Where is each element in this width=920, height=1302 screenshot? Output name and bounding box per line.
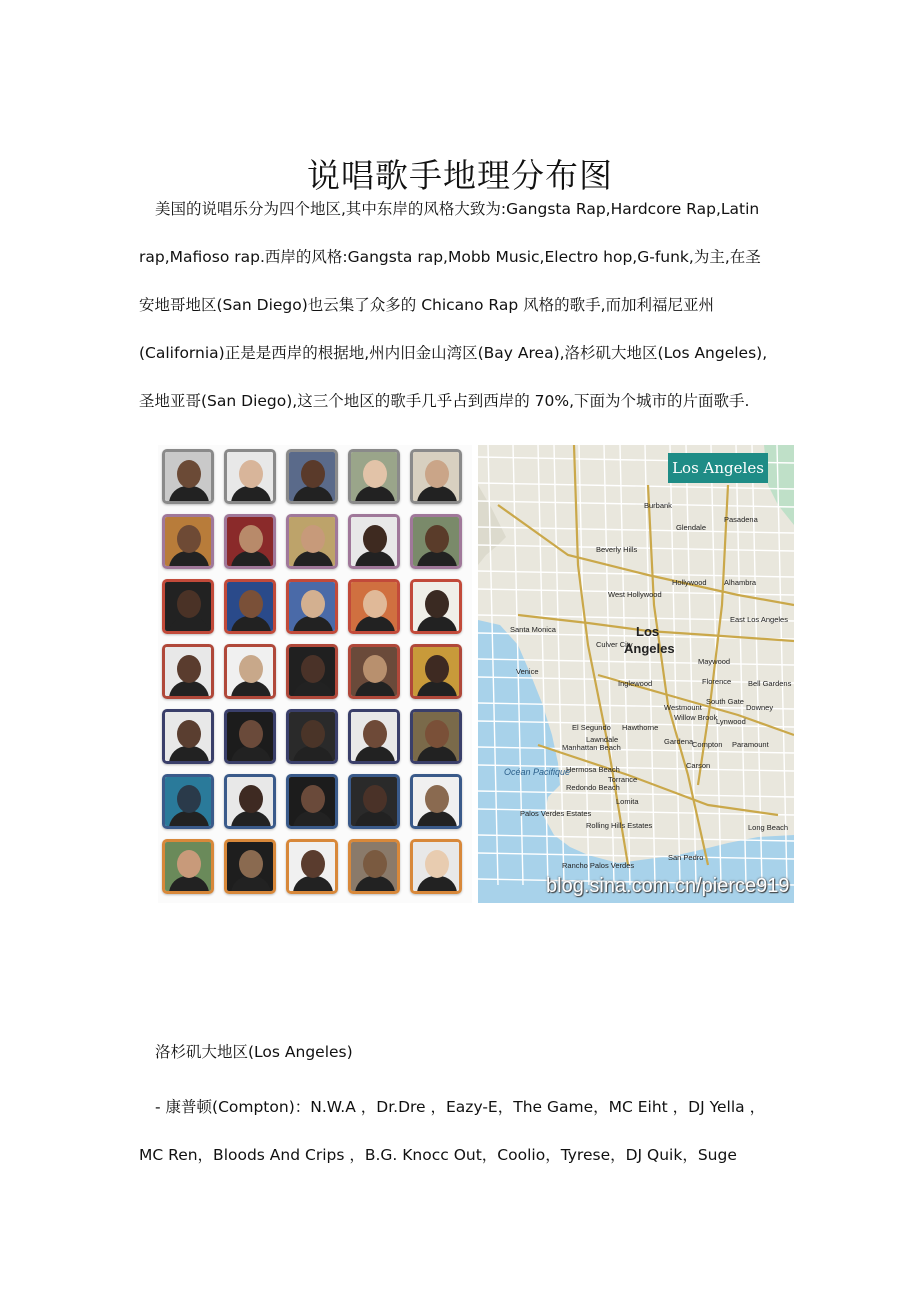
portrait-face	[363, 785, 387, 813]
rapper-portrait-tile	[410, 579, 462, 634]
rapper-portrait-tile	[410, 449, 462, 504]
rapper-portrait-tile	[224, 709, 276, 764]
rapper-portrait-tile	[348, 709, 400, 764]
rapper-portrait-tile	[348, 774, 400, 829]
rapper-portrait-tile	[286, 449, 338, 504]
portrait-face	[301, 785, 325, 813]
map-place-label: Gardena	[664, 737, 694, 746]
intro-paragraph	[139, 185, 789, 425]
rapper-portrait-tile	[410, 839, 462, 894]
map-place-label: San Pedro	[668, 853, 704, 862]
portrait-face	[239, 850, 263, 878]
map-place-label: Palos Verdes Estates	[520, 809, 592, 818]
intro-line: rap,Mafioso rap.西岸的风格:Gangsta rap,Mobb Music,Electro hop,G-funk,为主,在圣	[139, 248, 761, 266]
map-place-label: Westmount	[664, 703, 702, 712]
portrait-face	[425, 525, 449, 553]
rapper-portrait-tile	[286, 839, 338, 894]
rappers-and-map-figure	[158, 445, 808, 903]
map-place-label: Burbank	[644, 501, 672, 510]
map-place-label: Hawthorne	[622, 723, 659, 732]
page-title: 说唱歌手地理分布图	[307, 156, 613, 196]
map-place-label: West Hollywood	[608, 590, 662, 599]
portrait-face	[177, 720, 201, 748]
rapper-portrait-tile	[162, 839, 214, 894]
portrait-face	[363, 850, 387, 878]
rapper-portrait-tile	[410, 709, 462, 764]
portrait-face	[239, 720, 263, 748]
portrait-face	[425, 785, 449, 813]
compton-line: MC Ren，Bloods And Crips ，B.G. Knocc Out，Coolio，Tyrese，DJ Quik，Suge	[139, 1146, 737, 1164]
map-place-label: Alhambra	[724, 578, 757, 587]
compton-section	[139, 1028, 789, 1179]
map-place-label: Redondo Beach	[566, 783, 620, 792]
map-place-label: Santa Monica	[510, 625, 556, 634]
portrait-face	[363, 525, 387, 553]
map-place-label: East Los Angeles	[730, 615, 788, 624]
map-place-label: Hollywood	[672, 578, 707, 587]
rapper-portrait-tile	[224, 839, 276, 894]
rapper-portrait-grid	[158, 445, 472, 903]
portrait-face	[239, 785, 263, 813]
map-place-label: El Segundo	[572, 723, 611, 732]
map-place-label: Maywood	[698, 657, 731, 666]
rapper-portrait-tile	[286, 644, 338, 699]
map-place-label: Long Beach	[748, 823, 789, 832]
rapper-portrait-tile	[410, 774, 462, 829]
rapper-portrait-tile	[348, 839, 400, 894]
portrait-face	[301, 525, 325, 553]
map-place-label: Florence	[702, 677, 732, 686]
map-place-label: Inglewood	[618, 679, 653, 688]
compton-line: - 康普顿(Compton)：N.W.A ，Dr.Dre ，Eazy-E，The Game，MC Eiht ，DJ Yella ，	[155, 1098, 766, 1116]
rapper-portrait-tile	[224, 449, 276, 504]
rapper-portrait-tile	[286, 514, 338, 569]
map-place-label: Hermosa Beach	[566, 765, 620, 774]
map-place-label: Océan Pacifique	[504, 767, 571, 777]
rapper-portrait-tile	[348, 449, 400, 504]
rapper-portrait-tile	[410, 644, 462, 699]
map-place-label: Lynwood	[716, 717, 746, 726]
portrait-face	[425, 850, 449, 878]
portrait-face	[239, 460, 263, 488]
portrait-face	[301, 655, 325, 683]
intro-line: 美国的说唱乐分为四个地区,其中东岸的风格大致为:Gangsta Rap,Hardcore Rap,Latin	[155, 200, 760, 218]
portrait-face	[239, 655, 263, 683]
map-place-label: Torrance	[608, 775, 638, 784]
intro-line: 圣地亚哥(San Diego),这三个地区的歌手几乎占到西岸的 70%,下面为个城市的片面歌手.	[139, 392, 750, 410]
rapper-portrait-tile	[162, 774, 214, 829]
rapper-portrait-tile	[348, 514, 400, 569]
rapper-portrait-tile	[224, 644, 276, 699]
intro-line: (California)正是是西岸的根据地,州内旧金山湾区(Bay Area),洛杉矶大地区(Los Angeles),	[139, 344, 768, 362]
portrait-face	[301, 460, 325, 488]
portrait-face	[363, 460, 387, 488]
map-place-label: Beverly Hills	[596, 545, 638, 554]
map-place-label: Lomita	[616, 797, 639, 806]
portrait-face	[301, 590, 325, 618]
portrait-face	[177, 525, 201, 553]
portrait-face	[363, 720, 387, 748]
portrait-face	[177, 850, 201, 878]
map-place-label: Manhattan Beach	[562, 743, 621, 752]
map-place-label: Paramount	[732, 740, 769, 749]
portrait-face	[301, 850, 325, 878]
rapper-portrait-tile	[224, 774, 276, 829]
map-place-label: Rolling Hills Estates	[586, 821, 653, 830]
portrait-face	[177, 590, 201, 618]
rapper-portrait-tile	[162, 644, 214, 699]
map-title-badge: Los Angeles	[668, 453, 768, 483]
rapper-portrait-tile	[162, 579, 214, 634]
rapper-portrait-tile	[162, 449, 214, 504]
rapper-portrait-tile	[286, 579, 338, 634]
map-place-label: Venice	[516, 667, 539, 676]
rapper-portrait-tile	[162, 709, 214, 764]
rapper-portrait-tile	[162, 514, 214, 569]
section-heading: 洛杉矶大地区(Los Angeles)	[155, 1043, 353, 1061]
blog-watermark: blog.sina.com.cn/pierce919	[546, 875, 790, 897]
portrait-face	[425, 590, 449, 618]
map-place-label: South Gate	[706, 697, 744, 706]
portrait-face	[363, 655, 387, 683]
portrait-face	[239, 525, 263, 553]
portrait-face	[425, 460, 449, 488]
map-place-label: Culver City	[596, 640, 633, 649]
portrait-face	[425, 655, 449, 683]
map-place-label: Glendale	[676, 523, 707, 532]
rapper-portrait-tile	[224, 514, 276, 569]
portrait-face	[239, 590, 263, 618]
rapper-portrait-tile	[348, 644, 400, 699]
rapper-portrait-tile	[224, 579, 276, 634]
map-place-label: Los	[636, 624, 660, 639]
rapper-portrait-tile	[286, 709, 338, 764]
portrait-face	[363, 590, 387, 618]
map-place-label: Rancho Palos Verdes	[562, 861, 635, 870]
map-place-label: Lawndale	[586, 735, 619, 744]
map-place-label: Bell Gardens	[748, 679, 792, 688]
los-angeles-map	[478, 445, 794, 903]
rapper-portrait-tile	[410, 514, 462, 569]
portrait-face	[177, 460, 201, 488]
map-place-label: Pasadena	[724, 515, 758, 524]
map-place-label: Carson	[686, 761, 711, 770]
map-place-label: Compton	[692, 740, 723, 749]
rapper-portrait-tile	[348, 579, 400, 634]
portrait-face	[425, 720, 449, 748]
map-place-label: Willow Brook	[674, 713, 718, 722]
rapper-portrait-tile	[286, 774, 338, 829]
portrait-face	[301, 720, 325, 748]
portrait-face	[177, 785, 201, 813]
map-place-label: Angeles	[624, 641, 675, 656]
map-place-label: Downey	[746, 703, 774, 712]
intro-line: 安地哥地区(San Diego)也云集了众多的 Chicano Rap 风格的歌手,而加利福尼亚州	[139, 296, 715, 314]
portrait-face	[177, 655, 201, 683]
